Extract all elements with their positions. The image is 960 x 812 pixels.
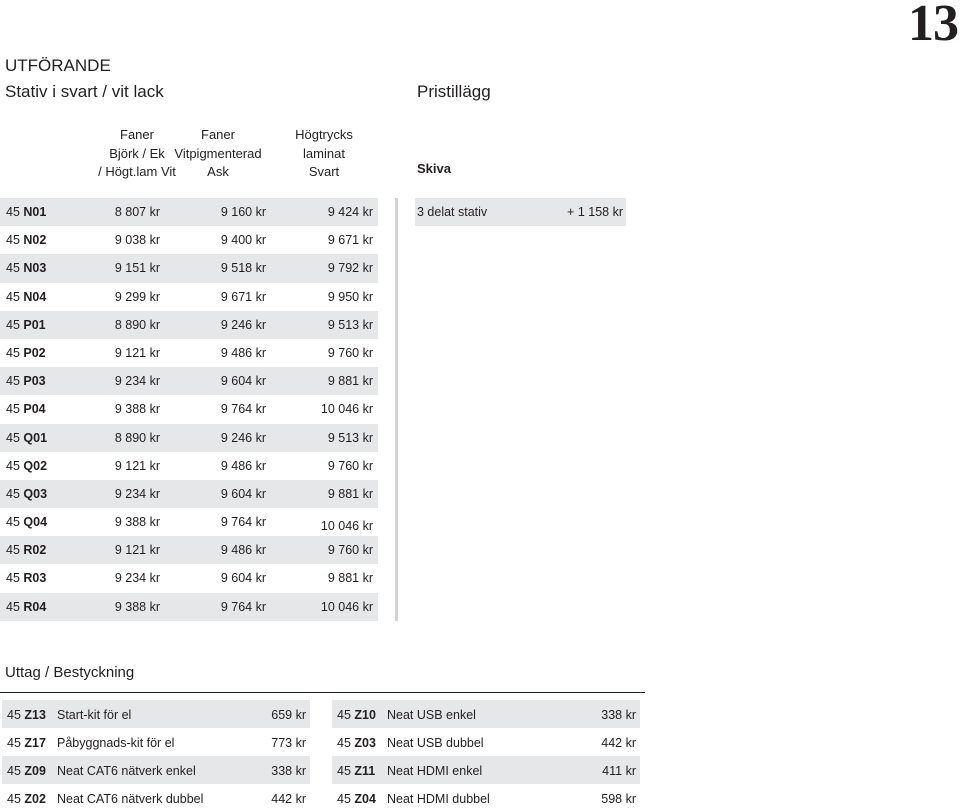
option-price: 338 kr <box>271 764 306 778</box>
option-code-prefix: 45 <box>7 764 21 778</box>
option-code-prefix: 45 <box>337 792 351 806</box>
price-birch-oak: 9 388 kr <box>114 599 160 614</box>
price-birch-oak: 9 299 kr <box>114 289 160 304</box>
row-code-prefix: 45 <box>6 261 20 276</box>
price-birch-oak: 9 388 kr <box>114 515 160 530</box>
price-table <box>0 198 378 621</box>
row-code-prefix: 45 <box>6 599 20 614</box>
price-laminate: 9 671 kr <box>327 233 373 248</box>
price-ash: 9 764 kr <box>220 599 266 614</box>
table-row <box>0 564 378 592</box>
column-header-birch-oak: Faner Björk / Ek / Högt.lam Vit <box>98 127 176 179</box>
column-divider <box>395 198 398 621</box>
row-code-prefix: 45 <box>6 233 20 248</box>
row-code-id: N03 <box>23 261 47 276</box>
row-code <box>6 600 46 614</box>
options-table-right <box>332 700 640 812</box>
price-birch-oak: 9 038 kr <box>114 233 160 248</box>
option-description: Neat HDMI dubbel <box>387 792 490 806</box>
row-code <box>6 515 47 529</box>
price-laminate: 9 881 kr <box>327 374 373 389</box>
row-code-prefix: 45 <box>6 317 20 332</box>
option-price: 411 kr <box>602 764 636 778</box>
option-code-prefix: 45 <box>7 708 21 722</box>
option-row <box>2 700 310 728</box>
option-price: 659 kr <box>271 708 306 722</box>
row-code <box>6 346 46 360</box>
price-ash: 9 604 kr <box>220 486 266 501</box>
row-code <box>6 543 46 557</box>
row-code-id: N04 <box>23 289 47 304</box>
price-ash: 9 604 kr <box>220 571 266 586</box>
option-description: Neat USB enkel <box>387 708 476 722</box>
price-birch-oak: 8 807 kr <box>114 205 160 219</box>
option-row <box>2 784 310 812</box>
row-code-id: P02 <box>23 345 46 360</box>
table-row <box>0 311 378 339</box>
table-row <box>0 283 378 311</box>
price-birch-oak: 9 121 kr <box>114 345 160 360</box>
row-code-id: Q02 <box>23 458 48 473</box>
option-code <box>7 764 46 778</box>
price-laminate: 9 760 kr <box>327 543 373 558</box>
option-code-id: Z10 <box>354 708 376 722</box>
price-laminate: 9 760 kr <box>327 345 373 360</box>
row-code-prefix: 45 <box>6 430 20 445</box>
row-code <box>6 571 46 585</box>
table-row <box>0 593 378 621</box>
price-laminate: 9 881 kr <box>327 571 373 586</box>
option-code-id: Z09 <box>24 764 46 778</box>
row-code <box>6 205 46 219</box>
row-code <box>6 318 46 332</box>
option-description: Neat CAT6 nätverk enkel <box>57 764 196 778</box>
row-code-prefix: 45 <box>6 205 20 219</box>
price-birch-oak: 9 121 kr <box>114 543 160 558</box>
price-birch-oak: 9 121 kr <box>114 458 160 473</box>
row-code-id: R02 <box>23 543 47 558</box>
row-code-id: P03 <box>23 374 46 389</box>
option-code-prefix: 45 <box>7 736 21 750</box>
addon-label: 3 delat stativ <box>417 205 488 219</box>
option-code <box>337 792 376 806</box>
option-code-id: Z13 <box>24 708 46 722</box>
option-description: Neat USB dubbel <box>387 736 484 750</box>
row-code-id: Q04 <box>23 515 48 530</box>
column-header-ash: Faner Vitpigmenterad Ask <box>174 127 262 179</box>
surcharge-title: Pristillägg <box>417 82 491 101</box>
price-laminate: 10 046 kr <box>320 402 373 417</box>
option-code-prefix: 45 <box>337 764 351 778</box>
option-row <box>332 784 640 812</box>
row-code <box>6 374 46 388</box>
price-ash: 9 486 kr <box>220 458 266 473</box>
row-code-id: P01 <box>23 317 46 332</box>
row-code-prefix: 45 <box>6 289 20 304</box>
section-subtitle: Stativ i svart / vit lack <box>5 82 164 101</box>
price-ash: 9 764 kr <box>220 515 266 530</box>
option-price: 442 kr <box>601 736 636 750</box>
table-row <box>0 480 378 508</box>
price-ash: 9 604 kr <box>220 374 266 389</box>
option-code-id: Z03 <box>354 736 376 750</box>
option-price: 442 kr <box>271 792 306 806</box>
row-code-id: N01 <box>23 205 47 219</box>
price-ash: 9 400 kr <box>220 233 266 248</box>
table-row <box>0 367 378 395</box>
row-code <box>6 261 46 275</box>
price-birch-oak: 9 234 kr <box>114 374 160 389</box>
row-code-prefix: 45 <box>6 402 20 417</box>
price-laminate: 9 792 kr <box>327 261 373 276</box>
option-price: 773 kr <box>271 736 306 750</box>
price-ash: 9 518 kr <box>220 261 266 276</box>
option-code-id: Z02 <box>24 792 46 806</box>
price-laminate: 9 513 kr <box>327 430 373 445</box>
row-code <box>6 233 46 247</box>
price-birch-oak: 9 234 kr <box>114 486 160 501</box>
option-row <box>332 728 640 756</box>
table-row <box>0 254 378 282</box>
price-laminate: 10 046 kr <box>320 599 373 614</box>
option-description: Påbyggnads-kit för el <box>57 736 175 750</box>
price-ash: 9 246 kr <box>220 430 266 445</box>
table-row <box>0 508 378 536</box>
price-laminate: 9 424 kr <box>327 205 373 219</box>
row-code <box>6 431 47 445</box>
option-description: Start-kit för el <box>57 708 132 722</box>
price-ash: 9 764 kr <box>220 402 266 417</box>
row-code-prefix: 45 <box>6 374 20 389</box>
table-row <box>0 452 378 480</box>
price-birch-oak: 9 151 kr <box>114 261 160 276</box>
row-code-prefix: 45 <box>6 515 20 530</box>
section-title: UTFÖRANDE <box>5 56 111 75</box>
option-code <box>337 764 375 778</box>
option-code-prefix: 45 <box>7 792 21 806</box>
row-code-prefix: 45 <box>6 571 20 586</box>
price-laminate: 9 760 kr <box>327 458 373 473</box>
row-code-prefix: 45 <box>6 345 20 360</box>
option-row <box>332 756 640 784</box>
row-code <box>6 290 46 304</box>
row-code-prefix: 45 <box>6 543 20 558</box>
row-code-prefix: 45 <box>6 486 20 501</box>
options-title: Uttag / Bestyckning <box>5 664 135 681</box>
option-row <box>2 728 310 756</box>
price-laminate: 10 046 kr <box>320 519 373 534</box>
price-ash: 9 671 kr <box>220 289 266 304</box>
row-code-id: R03 <box>23 571 47 586</box>
price-birch-oak: 9 388 kr <box>114 402 160 417</box>
option-code <box>7 708 46 722</box>
options-table-left <box>2 700 310 812</box>
option-code-id: Z11 <box>354 764 376 778</box>
row-code-id: P04 <box>23 402 46 417</box>
row-code <box>6 402 46 416</box>
option-price: 598 kr <box>601 792 636 806</box>
option-code-prefix: 45 <box>337 708 351 722</box>
row-code <box>6 459 47 473</box>
row-code <box>6 487 47 501</box>
surcharge-header: Skiva <box>417 161 451 176</box>
option-description: Neat CAT6 nätverk dubbel <box>57 792 204 806</box>
price-birch-oak: 8 890 kr <box>114 317 160 332</box>
option-price: 338 kr <box>601 708 636 722</box>
option-description: Neat HDMI enkel <box>387 764 483 778</box>
table-row <box>0 395 378 423</box>
price-birch-oak: 8 890 kr <box>114 430 160 445</box>
table-row <box>0 536 378 564</box>
row-code-id: Q03 <box>23 486 48 501</box>
option-code-id: Z17 <box>24 736 46 750</box>
price-ash: 9 160 kr <box>220 205 266 219</box>
row-code-id: N02 <box>23 233 47 248</box>
option-code-prefix: 45 <box>337 736 351 750</box>
option-row <box>2 756 310 784</box>
price-ash: 9 486 kr <box>220 543 266 558</box>
divider <box>0 692 645 693</box>
addon-row <box>415 198 626 226</box>
price-ash: 9 486 kr <box>220 345 266 360</box>
table-row <box>0 339 378 367</box>
price-ash: 9 246 kr <box>220 317 266 332</box>
table-row <box>0 198 378 226</box>
option-code <box>337 736 376 750</box>
price-laminate: 9 950 kr <box>327 289 373 304</box>
option-code <box>7 736 46 750</box>
price-birch-oak: 9 234 kr <box>114 571 160 586</box>
price-laminate: 9 513 kr <box>327 317 373 332</box>
option-row <box>332 700 640 728</box>
option-code <box>337 708 376 722</box>
row-code-id: R04 <box>23 599 47 614</box>
row-code-id: Q01 <box>23 430 48 445</box>
column-header-laminate: Högtrycks laminat Svart <box>295 127 353 179</box>
page-number: 13 <box>908 0 958 52</box>
table-row <box>0 226 378 254</box>
addon-price: + 1 158 kr <box>567 205 623 219</box>
option-code-id: Z04 <box>354 792 376 806</box>
price-laminate: 9 881 kr <box>327 486 373 501</box>
option-code <box>7 792 46 806</box>
table-row <box>0 424 378 452</box>
row-code-prefix: 45 <box>6 458 20 473</box>
